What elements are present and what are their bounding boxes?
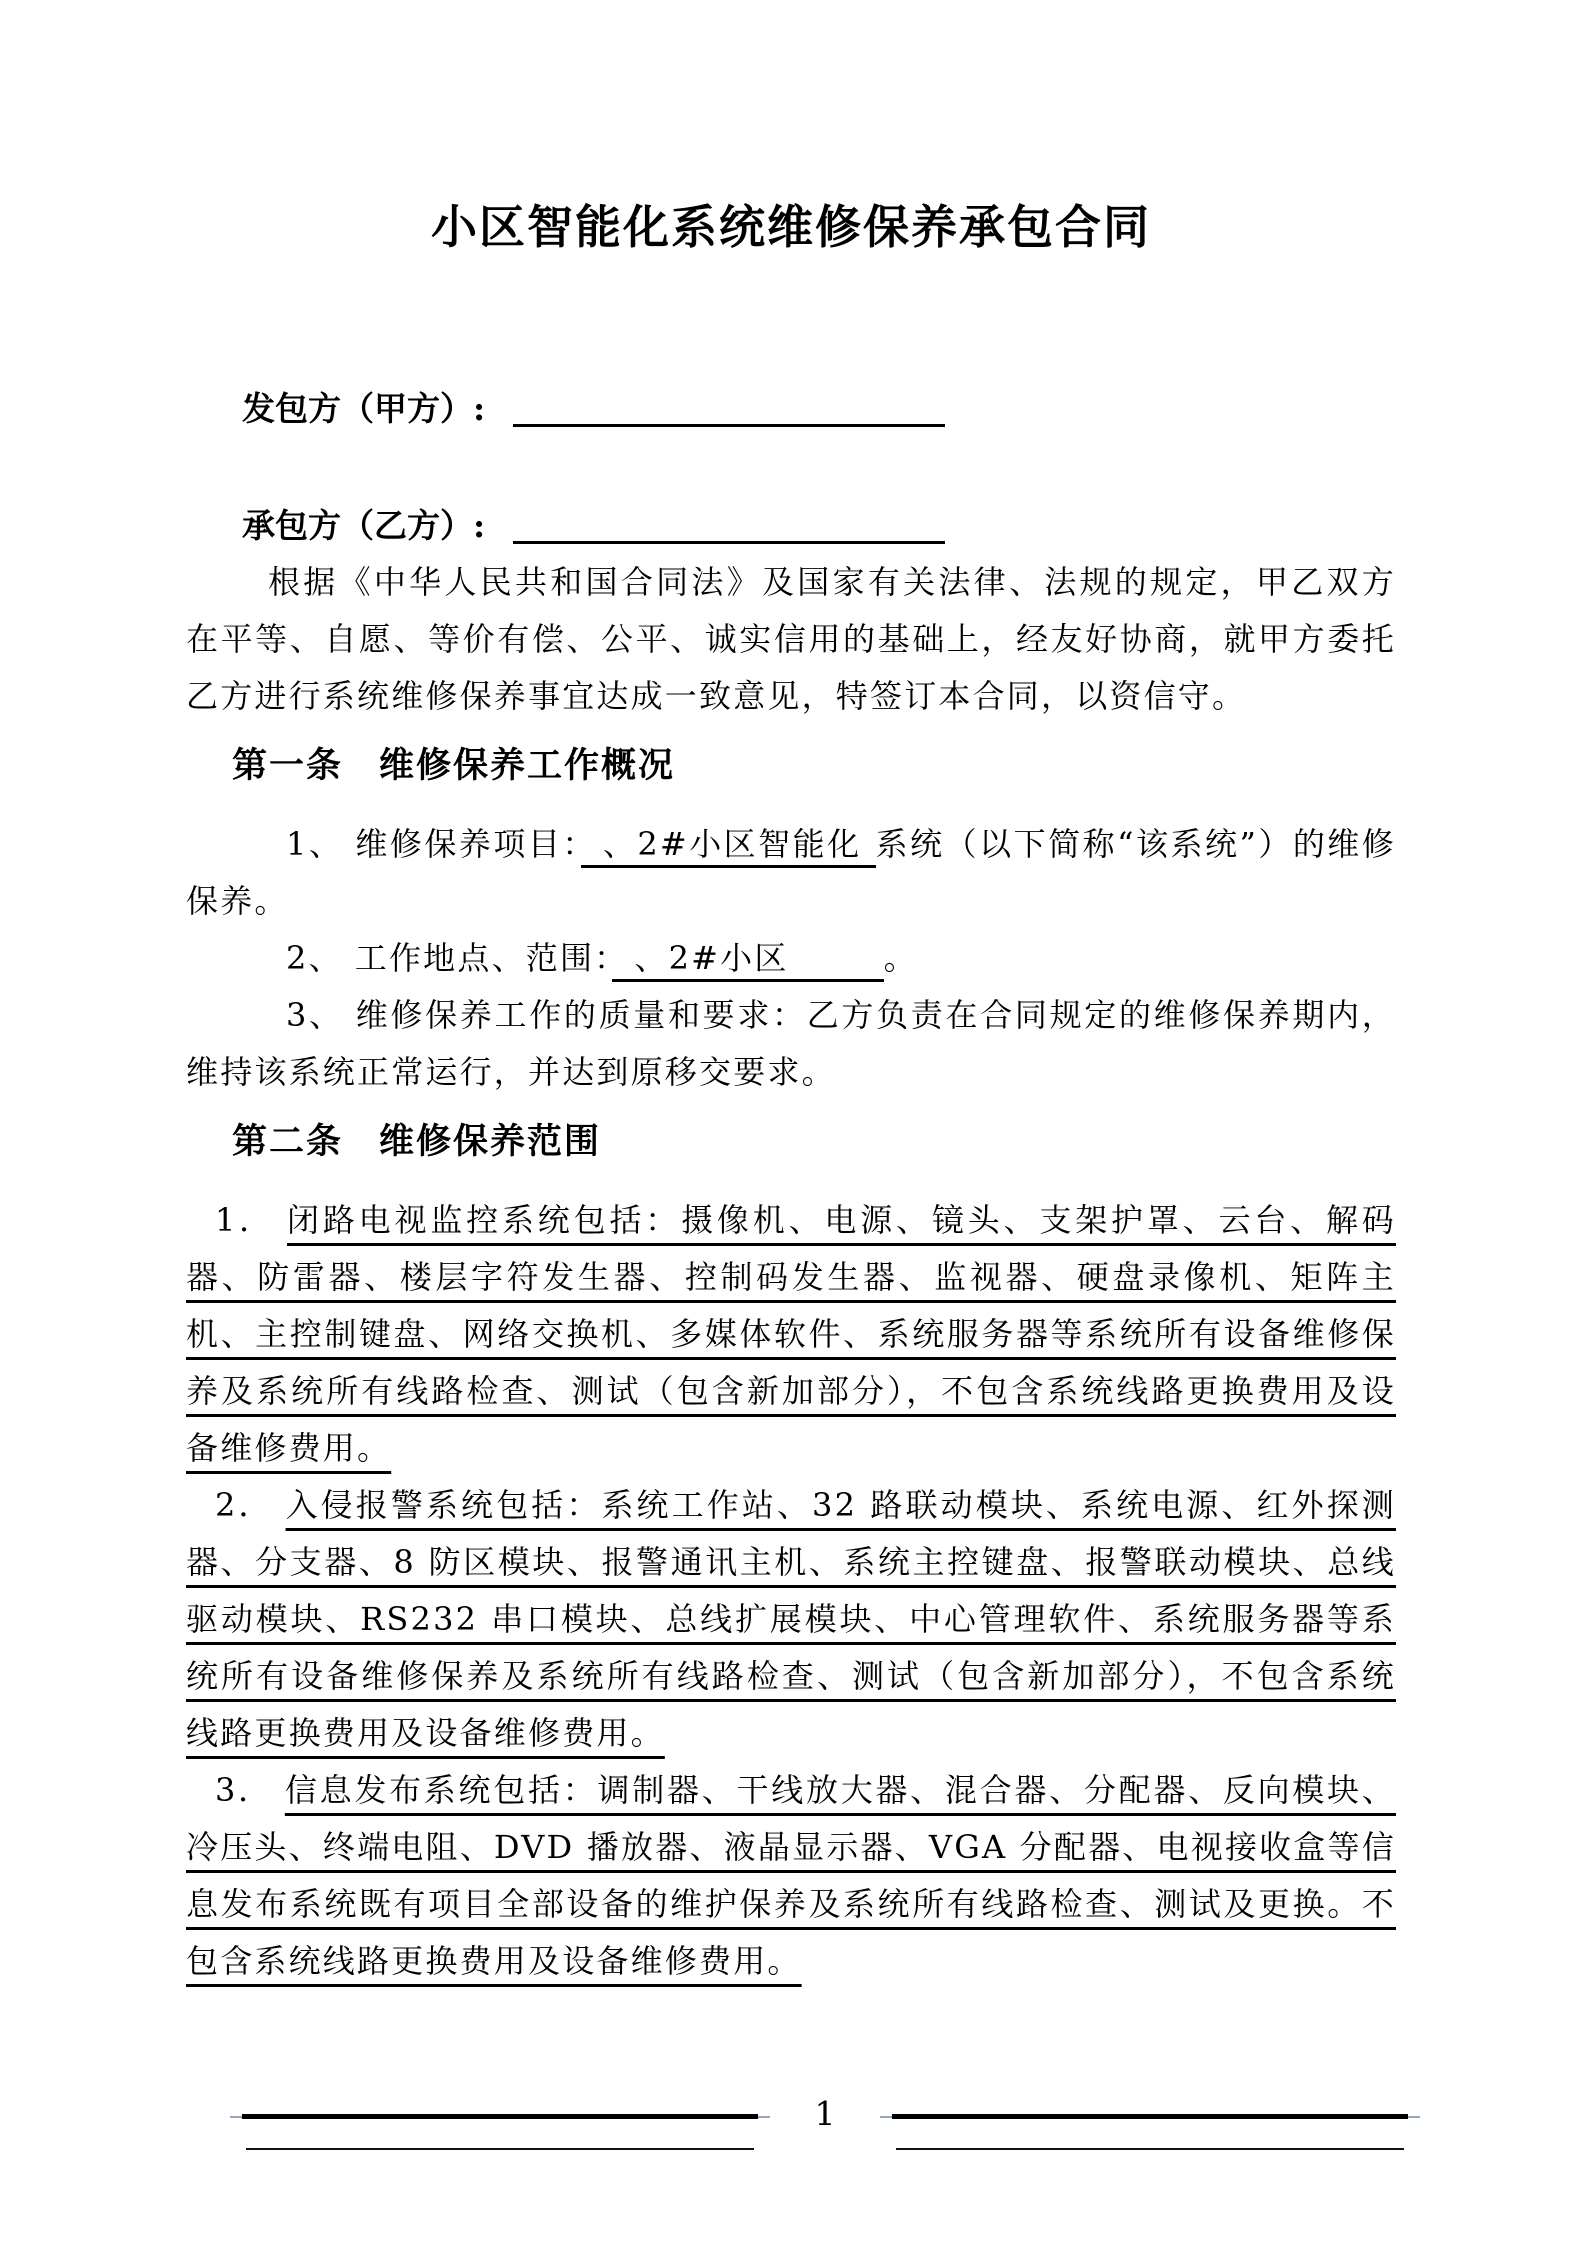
item-text-underlined: 闭路电视监控系统包括：摄像机、电源、镜头、支架护罩、云台、解码器、防雷器、楼层字符发生器、控制码发生器、监视器、硬盘录像机、矩阵主机、主控制键盘、网络交换机、多媒体软件、系统服务器等系统所有设备维修保养及系统所有线路检查、测试（包含新加部分），不包含系统线路更换费用及设备维修费用。 bbox=[186, 1201, 1396, 1467]
footer-thin-line bbox=[896, 2148, 1404, 2150]
item-text: 系统（以下简称“该系统”）的维修保养。 bbox=[186, 825, 1397, 920]
section-2-title: 维修保养范围 bbox=[379, 1121, 602, 1162]
item-text: 维修保养项目： bbox=[355, 825, 581, 863]
item-number: 1、 bbox=[286, 825, 344, 863]
item-text: 维修保养工作的质量和要求：乙方负责在合同规定的维修保养期内，维持该系统正常运行，并达到原移交要求。 bbox=[186, 996, 1396, 1091]
item-number: 3． bbox=[215, 1771, 273, 1809]
fill-in-blank: 、2#小区智能化 bbox=[581, 825, 876, 868]
item-text-underlined: 信息发布系统包括：调制器、干线放大器、混合器、分配器、反向模块、冷压头、终端电阻、DVD 播放器、液晶显示器、VGA 分配器、电视接收盒等信息发布系统既有项目全部设备的维护保养及系统所有线路检查、测试及更换。不包含系统线路更换费用及设备维修费用。 bbox=[186, 1771, 1396, 1980]
item-text: 工作地点、范围： bbox=[354, 939, 613, 977]
party-b-fill-line bbox=[513, 497, 945, 544]
section-2-number: 第二条 bbox=[232, 1121, 344, 1162]
page-content bbox=[186, 196, 1396, 1990]
item-text-underlined: 入侵报警系统包括：系统工作站、32 路联动模块、系统电源、红外探测器、分支器、8 防区模块、报警通讯主机、系统主控键盘、报警联动模块、总线驱动模块、RS232 串口模块、总线扩展模块、中心管理软件、系统服务器等系统所有设备维修保养及系统所有线路检查、测试（包含新加部分），不包含系统线路更换费用及设备维修费用。 bbox=[186, 1486, 1396, 1752]
item-number: 2． bbox=[215, 1486, 274, 1524]
party-b-row bbox=[186, 497, 1396, 554]
footer-thick-line bbox=[242, 2114, 758, 2119]
footer-rule-left bbox=[230, 2082, 770, 2156]
item-number: 3、 bbox=[286, 996, 344, 1034]
party-a-label: 发包方（甲方）: bbox=[242, 389, 486, 428]
item-number: 2、 bbox=[286, 939, 343, 977]
section-1-number: 第一条 bbox=[232, 745, 344, 786]
list-item bbox=[186, 816, 1396, 930]
intro-paragraph: 根据《中华人民共和国合同法》及国家有关法律、法规的规定，甲乙双方在平等、自愿、等价有偿、公平、诚实信用的基础上，经友好协商，就甲方委托乙方进行系统维修保养事宜达成一致意见，特签订本合同，以资信守。 bbox=[186, 563, 1396, 715]
page-number: 1 bbox=[814, 2094, 836, 2133]
party-a-fill-line bbox=[513, 380, 945, 427]
footer-thin-line bbox=[246, 2148, 754, 2150]
party-b-label: 承包方（乙方）: bbox=[242, 506, 486, 545]
list-item bbox=[186, 930, 1396, 987]
item-text: 。 bbox=[883, 939, 918, 977]
item-number: 1． bbox=[215, 1201, 276, 1239]
section-1-title: 维修保养工作概况 bbox=[379, 745, 676, 786]
list-item bbox=[186, 987, 1396, 1101]
section-1-heading bbox=[186, 737, 1396, 794]
document-title: 小区智能化系统维修保养承包合同 bbox=[431, 200, 1151, 254]
list-item bbox=[186, 1192, 1396, 1477]
list-item bbox=[186, 1762, 1396, 1990]
fill-in-blank: 、2#小区 bbox=[612, 939, 883, 982]
footer-rule-right bbox=[880, 2082, 1420, 2156]
section-2-heading bbox=[186, 1113, 1396, 1170]
page-footer bbox=[230, 2082, 1420, 2156]
list-item bbox=[186, 1477, 1396, 1762]
party-a-row bbox=[186, 380, 1396, 437]
footer-thick-line bbox=[892, 2114, 1408, 2119]
